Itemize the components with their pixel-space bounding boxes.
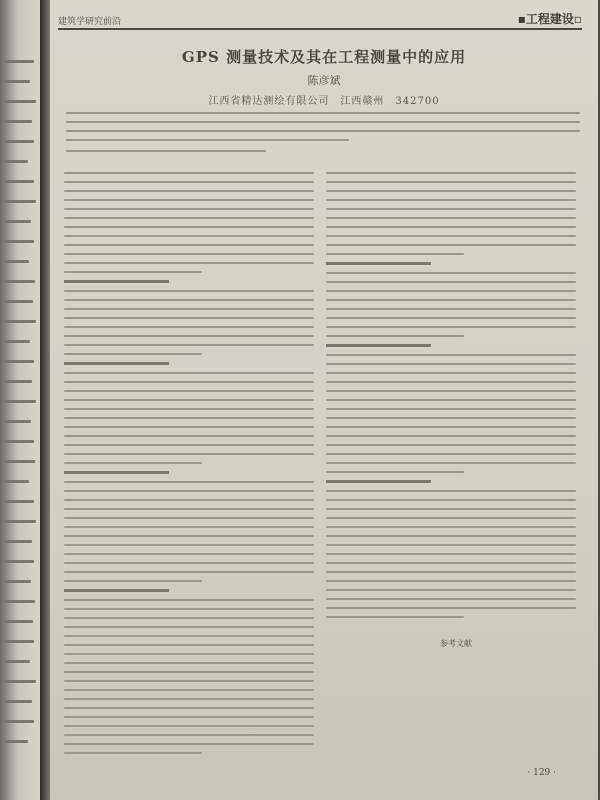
body-column-left [64, 172, 314, 761]
abstract-text-block [66, 112, 580, 148]
references-heading: 参考文献 [440, 639, 472, 648]
section-label: ▪工程建设▫ [517, 12, 582, 26]
journal-page [50, 0, 598, 800]
adjacent-page [0, 0, 44, 800]
keywords-text-block [66, 150, 266, 159]
page-number: · 129 · [527, 768, 556, 778]
article-affiliation: 江西省精达测绘有限公司 江西赣州 342700 [208, 96, 440, 107]
article-title: GPS 测量技术及其在工程测量中的应用 [181, 48, 467, 66]
running-head [58, 10, 582, 30]
body-column-right [326, 172, 576, 625]
journal-name: 建筑学研究前沿 [58, 17, 122, 27]
article-author: 陈彦斌 [307, 74, 341, 87]
